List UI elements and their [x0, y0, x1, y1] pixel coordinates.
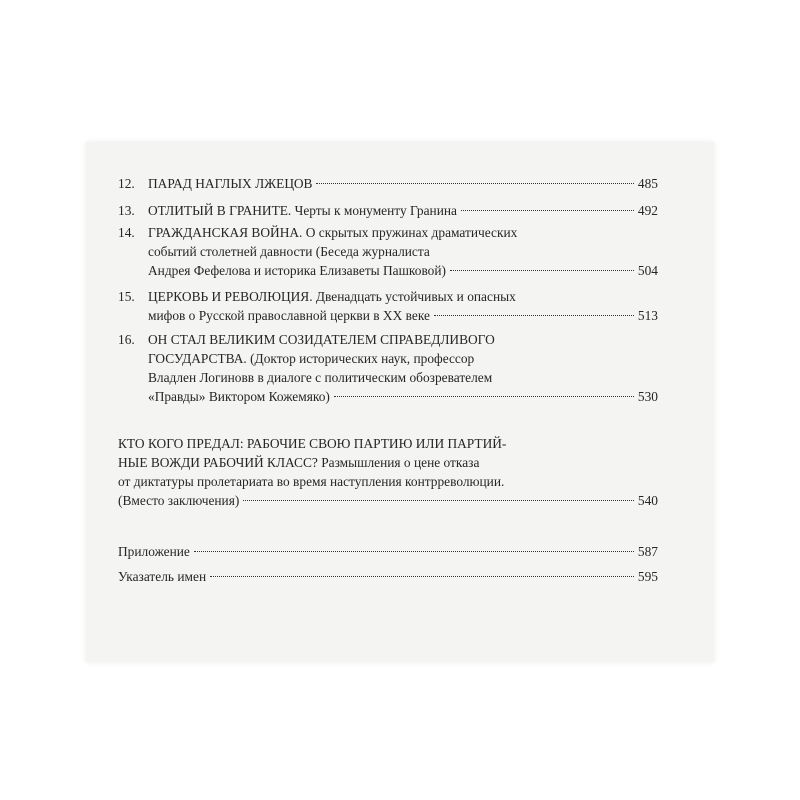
entry-line: ГОСУДАРСТВА. (Доктор исторических наук, профессор — [148, 351, 475, 366]
page-number: 587 — [637, 544, 658, 559]
dot-leader — [450, 270, 634, 271]
book-page — [86, 142, 714, 662]
dot-leader — [316, 183, 633, 184]
entry-title: ПАРАД НАГЛЫХ ЛЖЕЦОВ — [148, 176, 313, 191]
entry-title: Указатель имен — [118, 569, 207, 584]
dot-leader — [194, 551, 634, 552]
entry-line: событий столетней давности (Беседа журналиста — [148, 244, 430, 259]
entry-number: 15. — [118, 289, 135, 304]
dot-leader — [210, 576, 634, 577]
entry-title-end: «Правды» Виктором Кожемяко) — [148, 389, 330, 404]
dot-leader — [334, 396, 634, 397]
entry-title-end: (Вместо заключения) — [118, 493, 240, 508]
page-number: 595 — [637, 569, 658, 584]
entry-title-end: Андрея Фефелова и историка Елизаветы Пашковой) — [148, 263, 447, 278]
entry-number: 14. — [118, 225, 135, 240]
entry-number: 16. — [118, 332, 135, 347]
dot-leader — [243, 500, 634, 501]
page-number: 492 — [637, 203, 658, 218]
entry-title-end: мифов о Русской православной церкви в XX веке — [148, 308, 430, 323]
entry-line: ЦЕРКОВЬ И РЕВОЛЮЦИЯ. Двенадцать устойчивых и опасных — [148, 289, 516, 304]
dot-leader — [434, 315, 634, 316]
page-number: 513 — [637, 308, 658, 323]
entry-title: ОТЛИТЫЙ В ГРАНИТЕ. Черты к монументу Гранина — [148, 203, 457, 218]
entry-line: от диктатуры пролетариата во время наступления контрреволюции. — [118, 474, 505, 489]
entry-number: 12. — [118, 176, 135, 191]
entry-line: НЫЕ ВОЖДИ РАБОЧИЙ КЛАСС? Размышления о цене отказа — [118, 455, 480, 470]
page-number: 485 — [637, 176, 658, 191]
page-number: 530 — [637, 389, 658, 404]
entry-line: ОН СТАЛ ВЕЛИКИМ СОЗИДАТЕЛЕМ СПРАВЕДЛИВОГО — [148, 332, 495, 347]
entry-line: ГРАЖДАНСКАЯ ВОЙНА. О скрытых пружинах драматических — [148, 225, 518, 240]
page-number: 540 — [637, 493, 658, 508]
dot-leader — [461, 210, 634, 211]
entry-number: 13. — [118, 203, 135, 218]
entry-title: Приложение — [118, 544, 190, 559]
page-number: 504 — [637, 263, 658, 278]
entry-line: Владлен Логиновв в диалоге с политическим обозревателем — [148, 370, 493, 385]
entry-line: КТО КОГО ПРЕДАЛ: РАБОЧИЕ СВОЮ ПАРТИЮ ИЛИ ПАРТИЙ- — [118, 436, 507, 451]
